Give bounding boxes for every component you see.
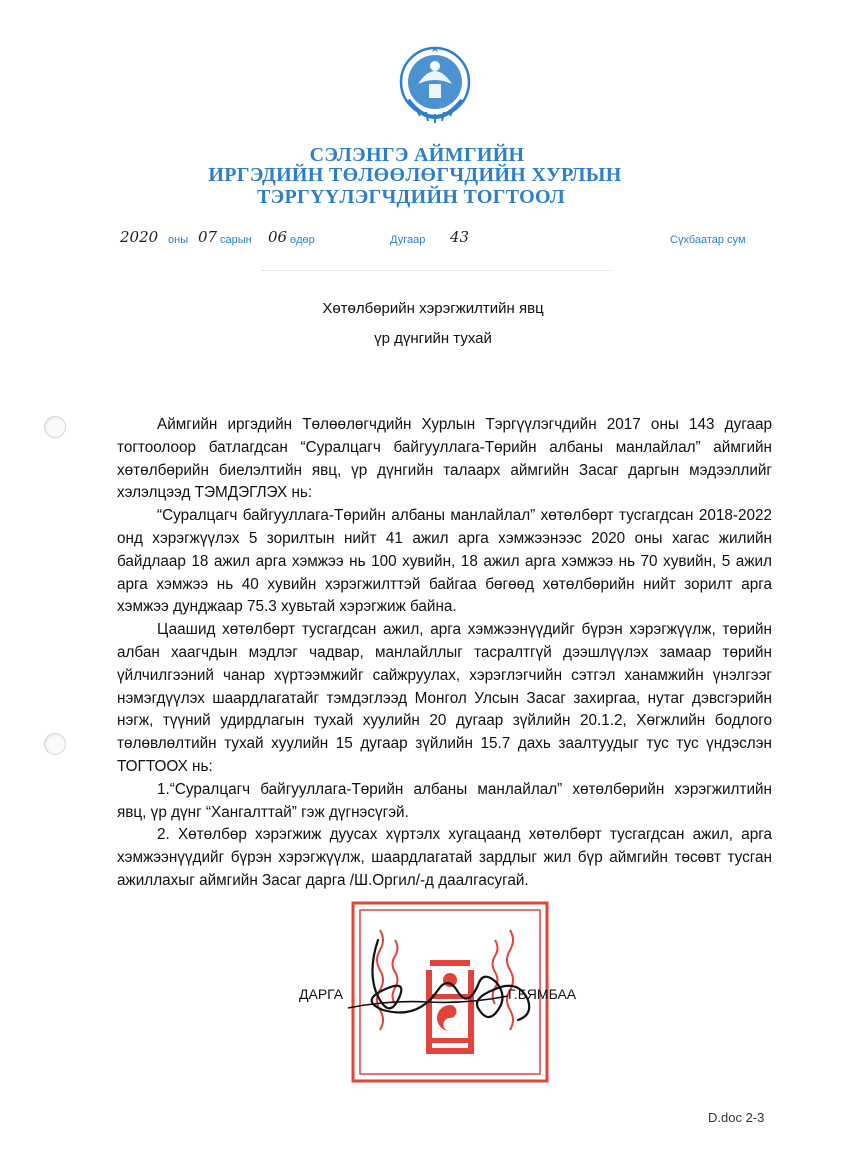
date-month: 07 bbox=[198, 228, 218, 246]
body-paragraph-progress: “Суралцагч байгууллага-Төрийн албаны манлайлал” хөтөлбөрт тусгагдсан 2018-2022 онд хэрэгжүүлэх 5 зорилтын нийт 41 ажил арга хэмжээнээс 2020 оны хагас жилийн байдлаар 18 ажил арга хэмжээ нь 100 хувийн, 18 ажил арга хэмжээ нь 70 хувийн, 5 ажил арга хэмжээ нь 40 хувийн хэрэгжилттэй байгаа бөгөөд хөтөлбөрийн нийт зорилт арга хэмжээ дунджаар 75.3 хувьтай хэрэгжиж байна. bbox=[117, 507, 772, 616]
resolution-title-line2: үр дүнгийн тухай bbox=[374, 330, 492, 347]
date-year-label: оны bbox=[168, 234, 189, 246]
date-day: 06 bbox=[268, 228, 288, 246]
body-paragraph-preamble: Аймгийн иргэдийн Төлөөлөгчдийн Хурлын Тэргүүлэгчдийн 2017 оны 143 дугаар тогтоолоор батлагдсан “Суралцагч байгууллага-Төрийн албаны манлайлал” аймгийн хөтөлбөрийн биелэлтийн явц, үр дүнгийн талаарх аймгийн Засаг даргын мэдээллийг хэлэлцээд ТЭМДЭГЛЭХ нь: bbox=[117, 416, 772, 502]
date-number-line bbox=[120, 226, 780, 250]
header-aimag-name: СЭЛЭНГЭ АЙМГИЙН bbox=[309, 144, 525, 166]
divider bbox=[262, 270, 612, 271]
handwritten-signature-icon bbox=[328, 930, 558, 1040]
resolution-title-line1: Хөтөлбөрийн хэрэгжилтийн явц bbox=[322, 300, 544, 317]
number-label: Дугаар bbox=[390, 234, 426, 246]
header-document-type: ТЭРГҮҮЛЭГЧДИЙН ТОГТООЛ bbox=[256, 186, 566, 208]
header-council-name: ИРГЭДИЙН ТӨЛӨӨЛӨГЧДИЙН ХУРЛЫН bbox=[208, 164, 622, 186]
resolution-item-1: 1.“Суралцагч байгууллага-Төрийн албаны манлайлал” хөтөлбөрийн хэрэгжилтийн явц, үр дүнг “Хангалттай” гэж дүгнэсүгэй. bbox=[117, 780, 772, 821]
binder-hole-icon bbox=[44, 416, 66, 438]
date-day-label: өдөр bbox=[290, 234, 315, 246]
resolution-item-2: 2. Хөтөлбөр хэрэгжиж дуусах хүртэлх хугацаанд хөтөлбөрт тусгагдсан ажил, арга хэмжээнүүдийг бүрэн хэрэгжүүлж, шаардлагатай зардлыг жил бүр аймгийн төсөвт тусган ажиллахыг аймгийн Засаг дарга /Ш.Оргил/-д даалгасугай. bbox=[117, 826, 772, 889]
state-emblem-icon bbox=[396, 42, 474, 128]
signatory-title: ДАРГА bbox=[299, 986, 344, 1002]
date-year: 2020 bbox=[120, 228, 159, 246]
place-name: Сүхбаатар сум bbox=[670, 234, 746, 246]
document-number: 43 bbox=[450, 228, 470, 246]
body-paragraph-basis: Цаашид хөтөлбөрт тусгагдсан ажил, арга хэмжээнүүдийг бүрэн хэрэгжүүлж, төрийн албан хаагчдын мэдлэг чадвар, манлайллыг тасралтгүй дээшлүүлэх замаар төрийн үйлчилгээний чанар хүртээмжийг сайжруулах, хэрэглэгчийн сэтгэл ханамжийн үнэлгээг нэмэгдүүлэх шаардлагатайг тэмдэглээд Монгол Улсын Засаг захиргаа, нутаг дэвсгэрийн нэгж, түүний удирдлагын тухай хуулийн 20 дугаар зүйлийн 20.1.2, Хөгжлийн бодлого төлөвлөлтийн тухай хуулийн 15 дугаар зүйлийн 15.7 дахь заалтуудыг тус тус үндэслэн ТОГТООХ нь: bbox=[117, 621, 772, 775]
resolution-body bbox=[117, 414, 772, 893]
document-reference: D.doc 2-3 bbox=[708, 1110, 765, 1125]
binder-hole-icon bbox=[44, 733, 66, 755]
signatory-name: Г.БЯМБАА bbox=[508, 986, 577, 1002]
date-month-label: сарын bbox=[220, 234, 252, 246]
